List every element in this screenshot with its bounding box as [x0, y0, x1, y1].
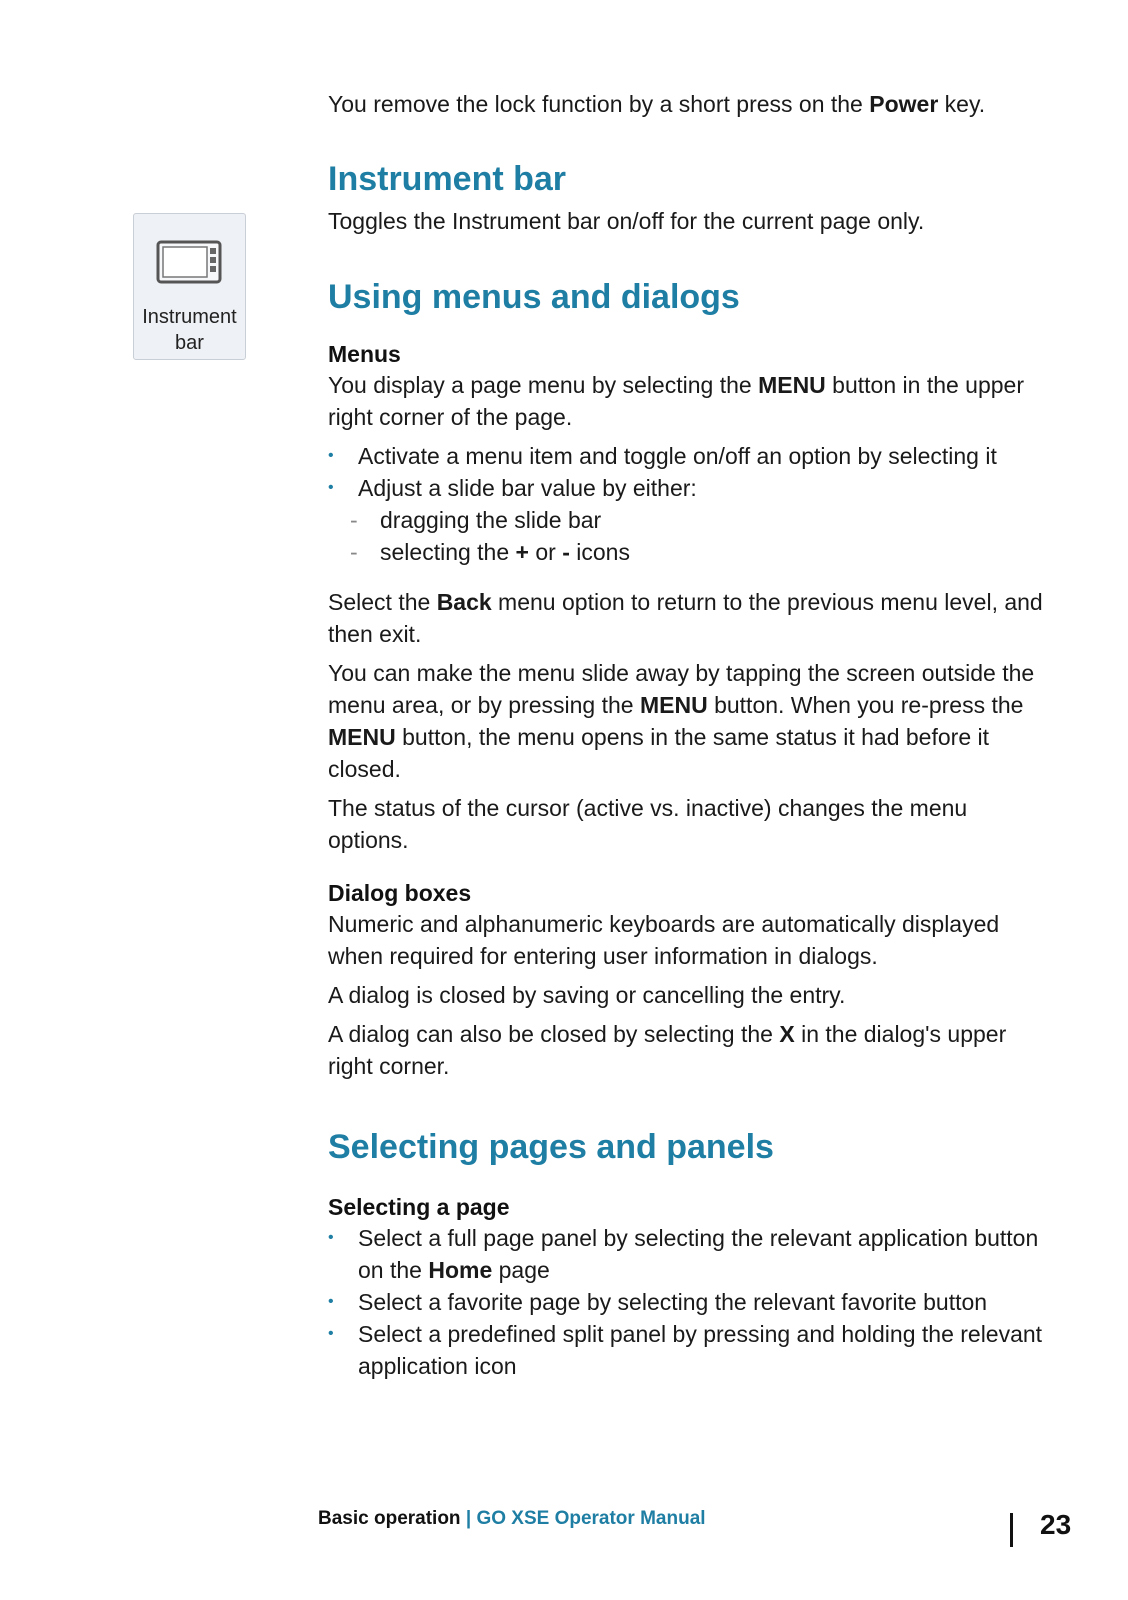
- list-item: • Select a full page panel by selecting the relevant application button on the Home page: [328, 1222, 1048, 1286]
- instrument-bar-tile: [133, 213, 246, 360]
- instrument-bar-tile-label: Instrument bar: [142, 306, 237, 354]
- instrument-bar-text: Toggles the Instrument bar on/off for the current page only.: [328, 208, 925, 234]
- selecting-page-subheading: Selecting a page: [328, 1194, 510, 1220]
- menus-paragraph-1: You display a page menu by selecting the MENU button in the upper right corner of the page.: [328, 372, 1025, 430]
- menus-dialogs-section: [328, 277, 1048, 1082]
- instrument-bar-heading: Instrument bar: [328, 160, 567, 198]
- menus-dialogs-heading: Using menus and dialogs: [328, 278, 740, 316]
- menus-paragraph-2: Select the Back menu option to return to the previous menu level, and then exit.: [328, 589, 1043, 647]
- dialogs-paragraph-2: A dialog is closed by saving or cancelling the entry.: [328, 982, 846, 1008]
- intro-paragraph: You remove the lock function by a short press on the Power key.: [328, 91, 986, 117]
- list-item: • Select a predefined split panel by pressing and holding the relevant application icon: [328, 1318, 1048, 1382]
- menus-paragraph-4: The status of the cursor (active vs. inactive) changes the menu options.: [328, 795, 968, 853]
- dialogs-paragraph-3: A dialog can also be closed by selecting the X in the dialog's upper right corner.: [328, 1021, 1007, 1079]
- instrument-bar-section: [328, 159, 1048, 237]
- page-footer: [318, 1508, 706, 1530]
- pages-bullet-list: [328, 1222, 1048, 1382]
- dialogs-paragraph-1: Numeric and alphanumeric keyboards are automatically displayed when required for entering user information in dialogs.: [328, 911, 1000, 969]
- list-item: - dragging the slide bar: [328, 504, 1048, 536]
- pages-panels-heading: Selecting pages and panels: [328, 1128, 774, 1166]
- list-item: • Activate a menu item and toggle on/off an option by selecting it: [328, 440, 1048, 472]
- list-item: - selecting the + or - icons: [328, 536, 1048, 568]
- menus-dash-list: [328, 504, 1048, 568]
- page-number: 23: [1040, 1509, 1072, 1540]
- footer-section-title: Basic operation: [318, 1508, 461, 1529]
- menus-bullet-list: [328, 440, 1048, 504]
- dialogs-subheading: Dialog boxes: [328, 880, 472, 906]
- list-item: • Adjust a slide bar value by either:: [328, 472, 1048, 504]
- footer-manual-title: GO XSE Operator Manual: [476, 1508, 706, 1529]
- footer-separator: |: [465, 1508, 472, 1529]
- page-number-divider: [1010, 1513, 1013, 1547]
- menus-paragraph-3: You can make the menu slide away by tapping the screen outside the menu area, or by pressing the MENU button. When you re-press the MENU button, the menu opens in the same status it had before it closed.: [328, 660, 1035, 782]
- pages-panels-section: [328, 1127, 1048, 1382]
- instrument-bar-icon: [156, 240, 224, 291]
- menus-subheading: Menus: [328, 341, 401, 367]
- list-item: • Select a favorite page by selecting the relevant favorite button: [328, 1286, 1048, 1318]
